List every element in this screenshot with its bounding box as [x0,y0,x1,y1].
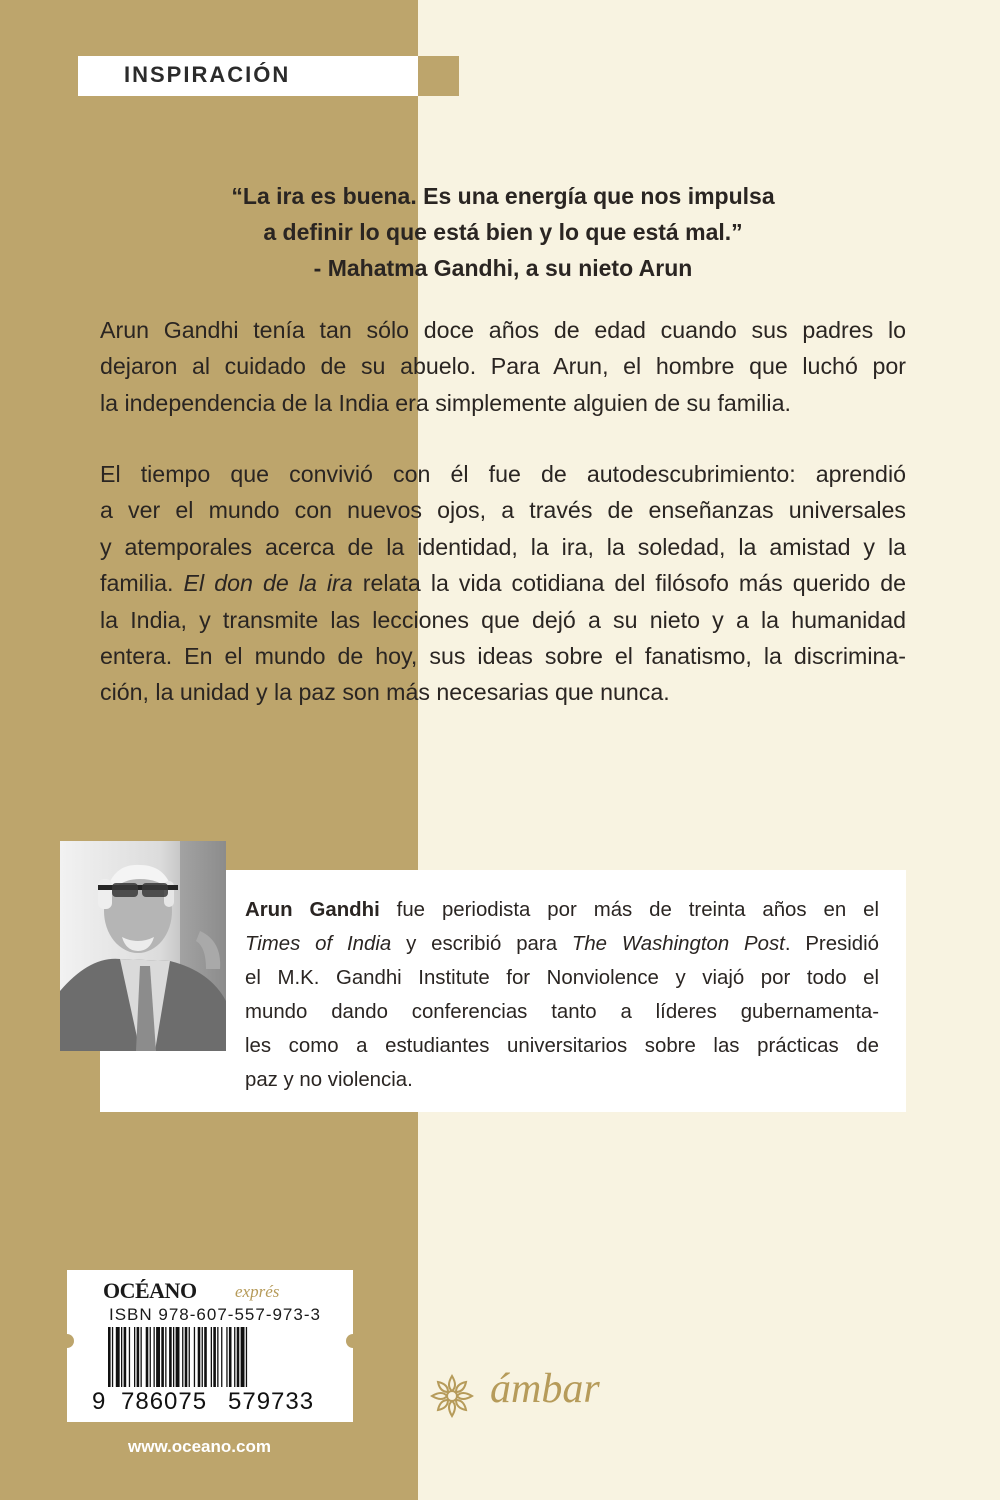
text-fragment: . Presidió [784,933,879,956]
barcode-stripe [121,1327,122,1387]
barcode-stripe [221,1327,222,1387]
barcode-stripe [156,1327,160,1387]
text-line: la India, y transmite las lecciones que dejó a su nieto y a la humanidad [100,606,906,633]
category-label: INSPIRACIÓN [124,62,291,87]
barcode-stripe [182,1327,183,1387]
barcode-stripe [226,1327,227,1387]
barcode-stripe [241,1327,245,1387]
text-line: mundo dando conferencias tanto a líderes gubernamenta- [245,1001,879,1024]
text-fragment: familia. [100,570,184,597]
text-line: entera. En el mundo de hoy, sus ideas sobre el fanatismo, la discrimina- [100,643,906,670]
text-line: les como a estudiantes universitarios sobre las prácticas de [245,1035,879,1058]
barcode-stripe [229,1327,232,1387]
publisher-brand: OCÉANO [103,1278,197,1303]
description-paragraph-1 [100,312,906,421]
barcode-stripe [154,1327,155,1387]
barcode-stripe [108,1327,111,1387]
barcode-digit-prefix: 9 [92,1388,107,1415]
barcode-stripe [124,1327,127,1387]
barcode-stripe [246,1327,247,1387]
publisher-url: www.oceano.com [128,1437,271,1456]
text-line: y atemporales acerca de la identidad, la ira, la soledad, la amistad y la [100,533,906,560]
text-line: a ver el mundo con nuevos ojos, a través de enseñanzas universales [100,497,906,524]
barcode-stripe [213,1327,216,1387]
text-line: ción, la unidad y la paz son más necesarias que nunca. [100,679,670,706]
barcode-digits-left: 786075 [121,1388,208,1415]
quote-line: a definir lo que está bien y lo que está mal.” [263,219,743,245]
text-line: Arun Gandhi tenía tan sólo doce años de edad cuando sus padres lo [100,317,906,343]
barcode-stripe [211,1327,212,1387]
barcode-stripe [176,1327,180,1387]
barcode-stripe [173,1327,174,1387]
barcode-stripe [217,1327,218,1387]
barcode-stripe [134,1327,135,1387]
barcode-stripe [234,1327,235,1387]
barcode-stripe [204,1327,207,1387]
barcode-notch [60,1334,74,1348]
barcode-stripe [141,1327,142,1387]
text-fragment: relata la vida cotidiana del filósofo más querido de [352,570,907,597]
barcode-stripe [116,1327,120,1387]
text-fragment: y escribió para [391,933,572,956]
author-portrait-image [60,841,226,1051]
imprint-logo-text: ámbar [490,1366,600,1412]
description-paragraph-2 [100,456,906,711]
text-line [245,893,879,927]
text-line [100,565,906,601]
barcode-stripe [150,1327,151,1387]
barcode-stripe [198,1327,201,1387]
barcode-stripe [202,1327,203,1387]
text-line: el M.K. Gandhi Institute for Nonviolence y viajó por todo el [245,967,879,990]
author-bio [245,893,879,1098]
barcode-icon [108,1327,334,1387]
barcode-stripe [189,1327,190,1387]
barcode-digits-right: 579733 [228,1388,315,1415]
barcode-stripe [169,1327,172,1387]
ambar-flower-icon [428,1372,476,1420]
publication-title: Times of India [245,933,392,956]
isbn-number: ISBN 978-607-557-973-3 [109,1305,321,1324]
quote-line: “La ira es buena. Es una energía que nos impulsa [231,183,775,209]
epigraph-quote [100,178,906,286]
author-photo [60,841,226,1051]
barcode-stripe [237,1327,240,1387]
author-name: Arun Gandhi [245,899,380,921]
text-line [245,927,879,961]
text-line: dejaron al cuidado de su abuelo. Para Arun, el hombre que luchó por [100,353,906,380]
barcode-stripe [185,1327,188,1387]
book-title: El don de la ira [183,570,353,597]
barcode-stripe [146,1327,149,1387]
text-line: la independencia de la India era simplemente alguien de su familia. [100,389,791,416]
barcode-stripe [165,1327,166,1387]
text-fragment: fue periodista por más de treinta años en el [379,899,879,921]
barcode-stripe [194,1327,195,1387]
publication-title: The Washington Post [571,933,785,956]
barcode-stripe [161,1327,164,1387]
barcode-stripe [112,1327,113,1387]
barcode-notch [346,1334,360,1348]
barcode-stripe [137,1327,140,1387]
publisher-collection: exprés [235,1282,280,1301]
text-line: paz y no violencia. [245,1069,413,1092]
quote-attribution: - Mahatma Gandhi, a su nieto Arun [313,255,693,281]
barcode-stripe [129,1327,130,1387]
text-line: El tiempo que convivió con él fue de autodescubrimiento: aprendió [100,461,906,487]
